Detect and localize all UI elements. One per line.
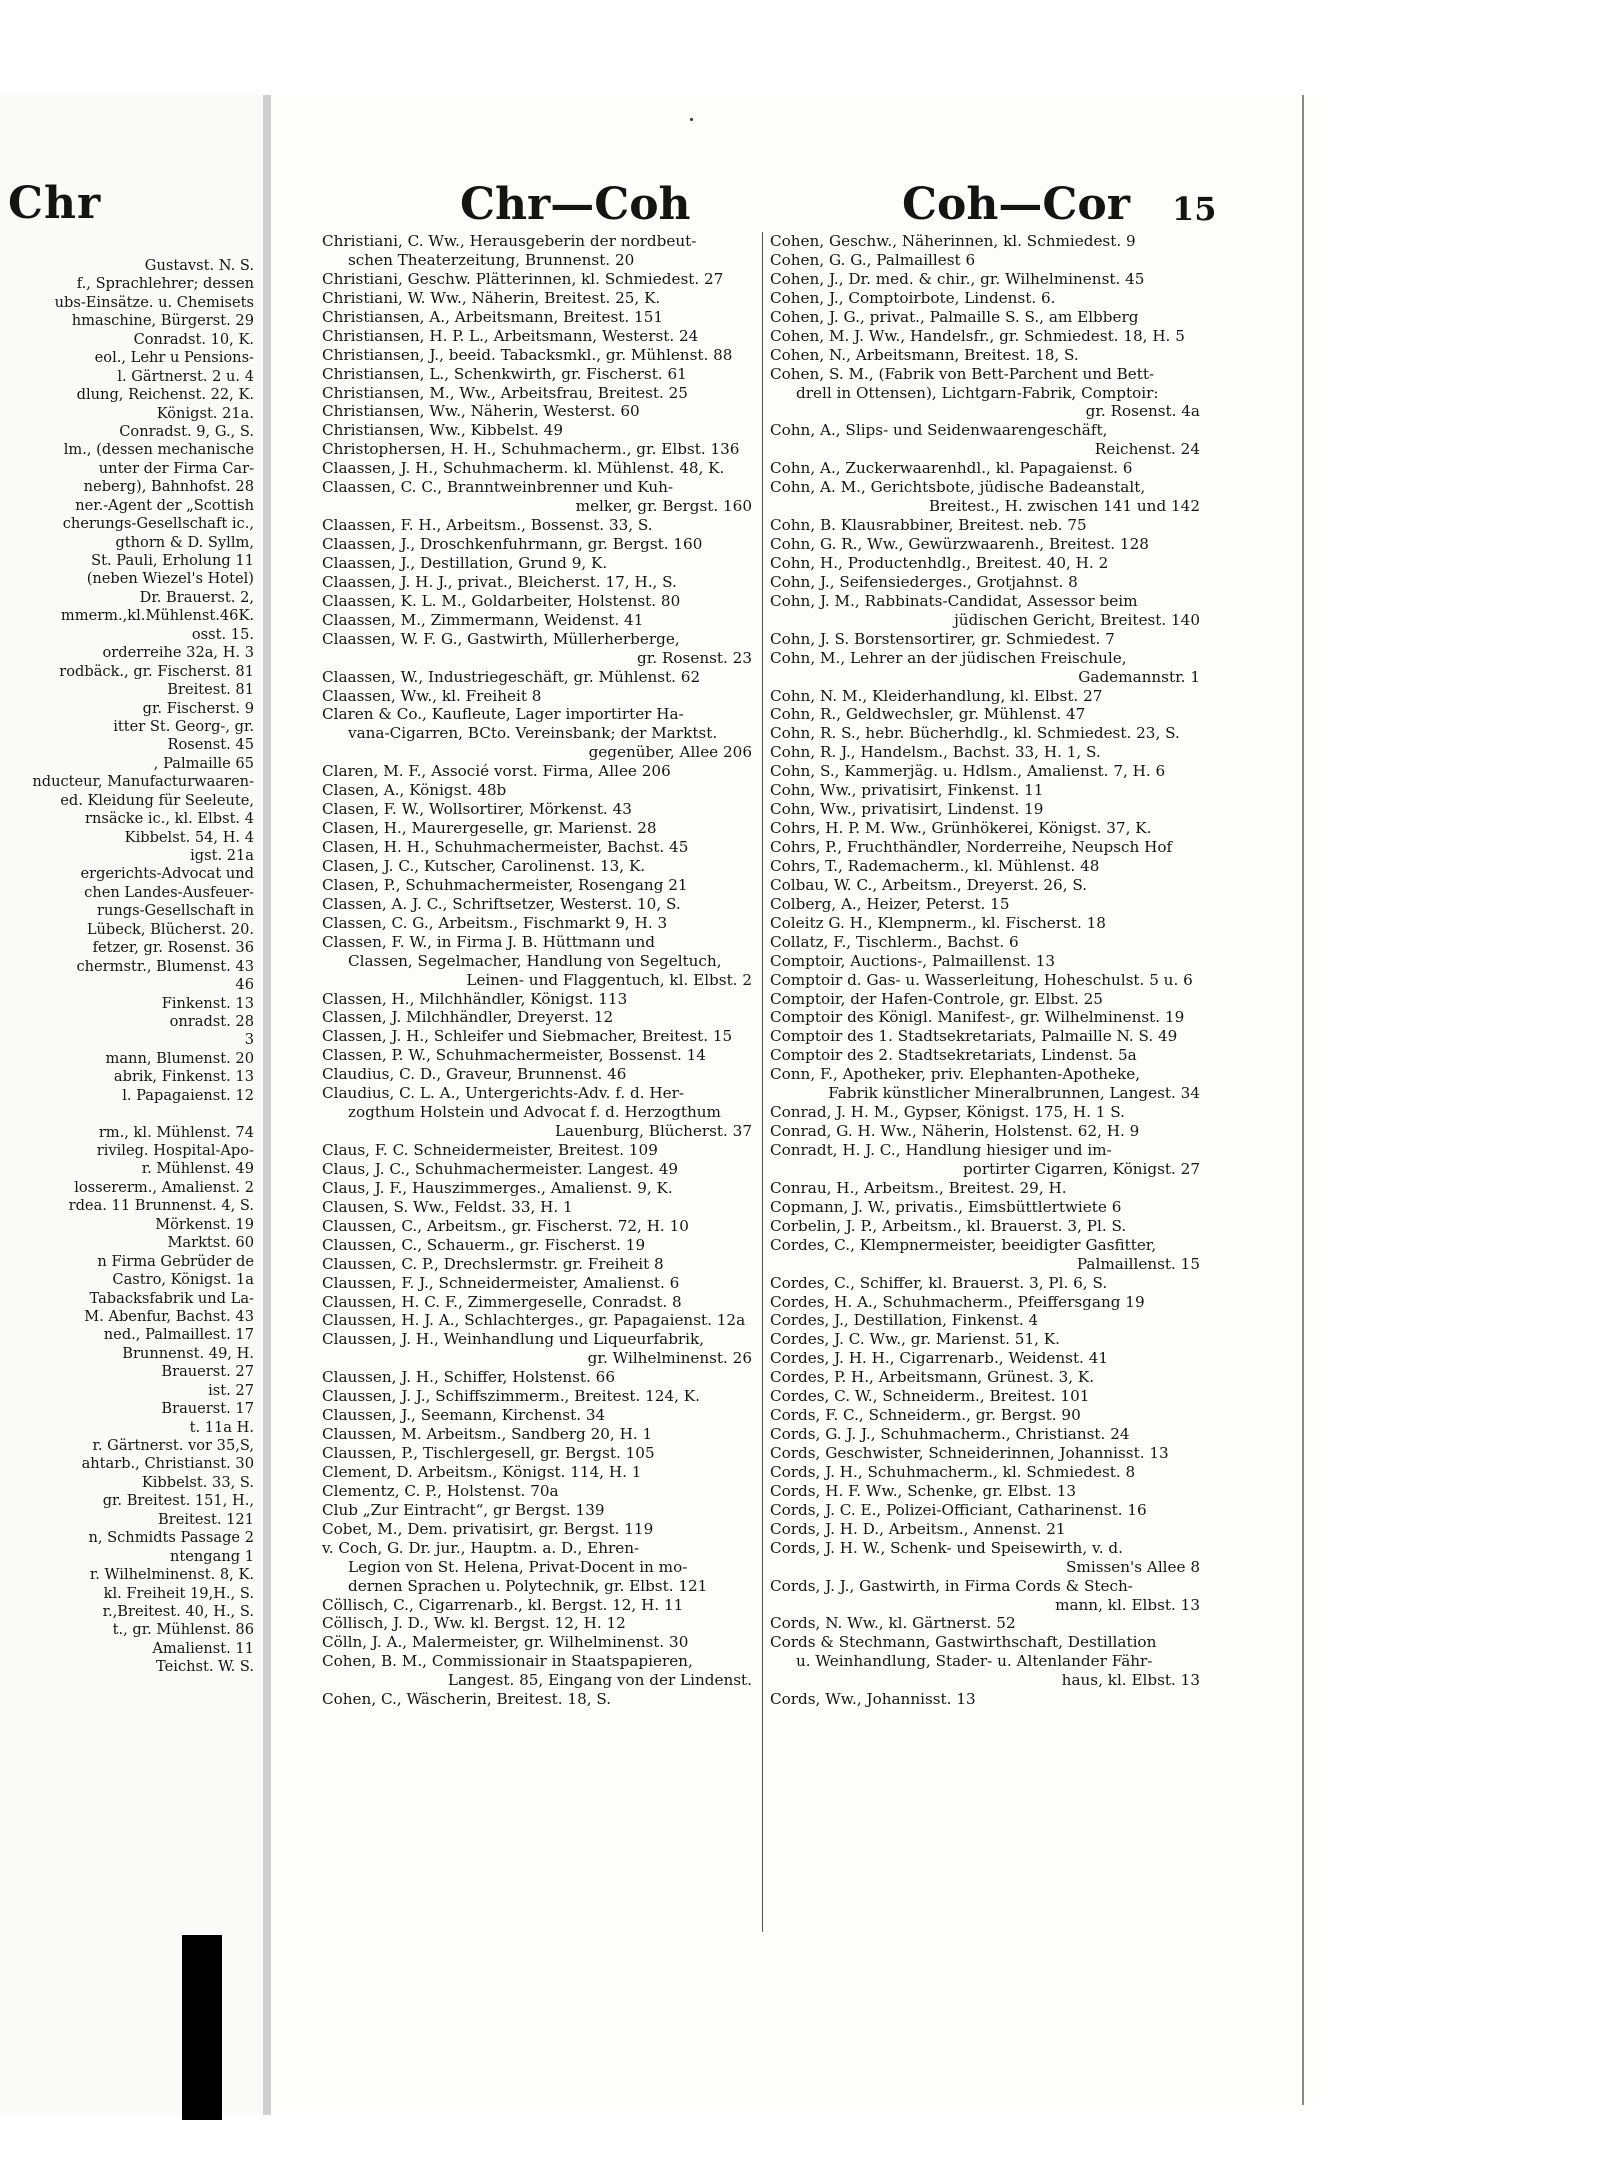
- directory-entry-line: Claudius, C. D., Graveur, Brunnenst. 46: [322, 1065, 627, 1084]
- directory-entry-line: Lauenburg, Blücherst. 37: [554, 1122, 752, 1141]
- directory-entry-line: Conn, F., Apotheker, priv. Elephanten-Apotheke,: [770, 1065, 1141, 1084]
- directory-entry-line: Christophersen, H. H., Schuhmacherm., gr. Elbst. 136: [322, 440, 740, 459]
- directory-entry-line: Cöllisch, J. D., Ww. kl. Bergst. 12, H. 12: [322, 1614, 626, 1633]
- directory-entry-line: Colberg, A., Heizer, Peterst. 15: [770, 894, 1010, 913]
- left-page-line: ner.-Agent der „Scottish: [75, 496, 254, 514]
- directory-entry-line: Christiansen, Ww., Näherin, Westerst. 60: [322, 402, 640, 421]
- directory-entry-line: Clement, D. Arbeitsm., Königst. 114, H. 1: [322, 1462, 642, 1481]
- directory-entry-line: Classen, P. W., Schuhmachermeister, Bossenst. 14: [322, 1046, 706, 1065]
- directory-entry-line: Clasen, P., Schuhmachermeister, Rosengang 21: [322, 875, 688, 894]
- directory-entry-line: Cords, J. J., Gastwirth, in Firma Cords & Stech-: [770, 1576, 1133, 1595]
- directory-entry-line: Claassen, C. C., Branntweinbrenner und Kuh-: [322, 478, 674, 497]
- directory-entry-line: Cohn, R., Geldwechsler, gr. Mühlenst. 47: [770, 705, 1086, 724]
- directory-entry-line: Cordes, J. H. H., Cigarrenarb., Weidenst. 41: [770, 1349, 1109, 1368]
- directory-entry-line: Cords, J. H., Schuhmacherm., kl. Schmiedest. 8: [770, 1462, 1136, 1481]
- left-page-line: Rosenst. 45: [167, 736, 254, 754]
- directory-entry-line: Claussen, H. C. F., Zimmergeselle, Conradst. 8: [322, 1292, 682, 1311]
- directory-entry-line: Legion von St. Helena, Privat-Docent in mo-: [348, 1557, 688, 1576]
- book-binding: [263, 95, 271, 2115]
- directory-entry-line: Cohn, R. S., hebr. Bücherhdlg., kl. Schmiedest. 23, S.: [770, 724, 1180, 743]
- left-page-line: Brauerst. 27: [161, 1363, 254, 1381]
- left-page-line: gthorn & D. Syllm,: [115, 533, 254, 551]
- left-page-line: gr. Fischerst. 9: [142, 699, 254, 717]
- directory-entry-line: Conrad, J. H. M., Gypser, Königst. 175, H. 1 S.: [770, 1103, 1125, 1122]
- directory-entry-line: Conrau, H., Arbeitsm., Breitest. 29, H.: [770, 1178, 1067, 1197]
- directory-entry-line: Smissen's Allee 8: [1066, 1557, 1200, 1576]
- directory-entry-line: Reichenst. 24: [1094, 440, 1200, 459]
- directory-entry-line: Claussen, J. H., Schiffer, Holstenst. 66: [322, 1368, 615, 1387]
- left-page-line: t. 11a H.: [189, 1418, 254, 1436]
- directory-entry-line: melker, gr. Bergst. 160: [575, 497, 752, 516]
- directory-entry-line: Cohrs, P., Fruchthändler, Norderreihe, Neupsch Hof: [770, 838, 1173, 856]
- directory-entry-line: Classen, F. W., in Firma J. B. Hüttmann und: [322, 932, 655, 951]
- directory-entry-line: Cords, J. H. W., Schenk- und Speisewirth, v. d.: [770, 1538, 1123, 1557]
- directory-entry-line: Cohen, B. M., Commissionair in Staatspapieren,: [322, 1652, 693, 1671]
- directory-entry-line: Christiani, Geschw. Plätterinnen, kl. Schmiedest. 27: [322, 269, 724, 288]
- directory-entry-line: portirter Cigarren, Königst. 27: [962, 1159, 1200, 1178]
- directory-entry-line: Cords, Ww., Johannisst. 13: [770, 1690, 976, 1709]
- left-page-header: Chr: [8, 178, 102, 229]
- directory-entry-line: Clasen, H. H., Schuhmachermeister, Bachst. 45: [322, 838, 689, 856]
- directory-entry-line: Christiani, C. Ww., Herausgeberin der nordbeut-: [322, 232, 697, 250]
- left-page-line: chen Landes-Ausfeuer-: [84, 883, 254, 901]
- directory-entry-line: Cohn, A. M., Gerichtsbote, jüdische Badeanstalt,: [770, 478, 1146, 497]
- left-page-line: osst. 15.: [191, 625, 254, 643]
- directory-entry-line: Comptoir des 1. Stadtsekretariats, Palmaille N. S. 49: [770, 1027, 1178, 1046]
- directory-entry-line: Cohn, S., Kammerjäg. u. Hdlsm., Amalienst. 7, H. 6: [770, 762, 1166, 781]
- directory-entry-line: Comptoir, der Hafen-Controle, gr. Elbst. 25: [770, 989, 1103, 1008]
- directory-entry-line: Cohen, J., Comptoirbote, Lindenst. 6.: [770, 288, 1056, 307]
- directory-entry-line: Classen, H., Milchhändler, Königst. 113: [322, 989, 628, 1008]
- header-right: Coh—Cor: [902, 179, 1130, 230]
- directory-entry-line: Cordes, J. C. Ww., gr. Marienst. 51, K.: [770, 1330, 1060, 1349]
- left-page-line: ntengang 1: [169, 1547, 254, 1565]
- directory-entry-line: Cordes, H. A., Schuhmacherm., Pfeiffersgang 19: [770, 1292, 1145, 1311]
- directory-entry-line: Cöllisch, C., Cigarrenarb., kl. Bergst. 12, H. 11: [322, 1595, 684, 1614]
- directory-entry-line: Clasen, A., Königst. 48b: [322, 781, 507, 800]
- directory-entry-line: Claussen, H. J. A., Schlachterges., gr. Papagaienst. 12a: [322, 1311, 746, 1330]
- directory-entry-line: Cords, N. Ww., kl. Gärtnerst. 52: [770, 1614, 1016, 1633]
- directory-entry-line: Gademannstr. 1: [1078, 667, 1200, 686]
- directory-entry-line: Cohen, J., Dr. med. & chir., gr. Wilhelminenst. 45: [770, 269, 1145, 288]
- directory-entry-line: Christiansen, L., Schenkwirth, gr. Fischerst. 61: [322, 364, 687, 383]
- directory-entry-line: Classen, A. J. C., Schriftsetzer, Westerst. 10, S.: [322, 894, 681, 913]
- directory-entry-line: Cohen, J. G., privat., Palmaille S. S., am Elbberg: [770, 307, 1139, 326]
- directory-entry-line: Cölln, J. A., Malermeister, gr. Wilhelminenst. 30: [322, 1633, 689, 1652]
- directory-entry-line: Claussen, J. J., Schiffszimmerm., Breitest. 124, K.: [322, 1387, 700, 1406]
- directory-entry-line: Comptoir des 2. Stadtsekretariats, Lindenst. 5a: [770, 1046, 1137, 1065]
- left-page-line: Castro, Königst. 1a: [112, 1271, 254, 1289]
- left-page-line: Conradst. 9, G., S.: [119, 422, 254, 440]
- directory-entry-line: Cordes, C., Schiffer, kl. Brauerst. 3, Pl. 6, S.: [770, 1273, 1108, 1292]
- left-page-lines: [0, 257, 262, 1677]
- directory-entry-line: Claussen, M. Arbeitsm., Sandberg 20, H. 1: [322, 1425, 653, 1444]
- directory-entry-line: Cohn, M., Lehrer an der jüdischen Freischule,: [770, 648, 1127, 667]
- page-number: 15: [1172, 190, 1217, 228]
- directory-entry-line: Clasen, F. W., Wollsortirer, Mörkenst. 43: [322, 800, 632, 819]
- directory-entry-line: Claren & Co., Kaufleute, Lager importirter Ha-: [322, 705, 684, 724]
- left-page-line: Tabacksfabrik und La-: [89, 1289, 254, 1307]
- directory-entry-line: Cohn, Ww., privatisirt, Finkenst. 11: [770, 781, 1044, 800]
- directory-entry-line: gr. Rosenst. 4a: [1085, 402, 1200, 421]
- directory-entry-line: Christiansen, M., Ww., Arbeitsfrau, Breitest. 25: [322, 383, 688, 402]
- directory-entry-line: Colbau, W. C., Arbeitsm., Dreyerst. 26, S.: [770, 875, 1088, 894]
- directory-entry-line: Comptoir d. Gas- u. Wasserleitung, Hoheschulst. 5 u. 6: [770, 970, 1193, 989]
- left-page-line: ist. 27: [208, 1381, 254, 1399]
- left-page-line: ahtarb., Christianst. 30: [81, 1455, 254, 1473]
- directory-entry-line: u. Weinhandlung, Stader- u. Altenlander Fähr-: [796, 1652, 1153, 1671]
- directory-entry-line: Corbelin, J. P., Arbeitsm., kl. Brauerst. 3, Pl. S.: [770, 1216, 1127, 1235]
- directory-entry-line: Cohn, J. S. Borstensortirer, gr. Schmiedest. 7: [770, 629, 1115, 648]
- directory-entry-line: Clasen, H., Maurergeselle, gr. Marienst. 28: [322, 819, 657, 838]
- directory-entry-line: Cohen, N., Arbeitsmann, Breitest. 18, S.: [770, 345, 1079, 364]
- directory-entry-line: Cordes, C. W., Schneiderm., Breitest. 101: [770, 1387, 1090, 1406]
- directory-entry-line: zogthum Holstein und Advocat f. d. Herzogthum: [348, 1103, 721, 1122]
- directory-entry-line: Cords & Stechmann, Gastwirthschaft, Destillation: [770, 1633, 1157, 1652]
- left-page-line: rivileg. Hospital-Apo-: [96, 1142, 254, 1159]
- left-page-line: n, Schmidts Passage 2: [88, 1529, 254, 1547]
- directory-entry-line: Cordes, J., Destillation, Finkenst. 4: [770, 1311, 1039, 1330]
- directory-entry-line: Club „Zur Eintracht“, gr Bergst. 139: [322, 1500, 605, 1519]
- left-page-line: ed. Kleidung für Seeleute,: [60, 791, 254, 809]
- directory-entry-line: Claassen, J. H. J., privat., Bleicherst. 17, H., S.: [322, 572, 677, 591]
- left-page-line: abrik, Finkenst. 13: [113, 1068, 254, 1086]
- directory-entry-line: Claussen, J. H., Weinhandlung und Liqueurfabrik,: [322, 1330, 705, 1349]
- directory-entry-line: gr. Rosenst. 23: [637, 648, 752, 667]
- left-page-line: neberg), Bahnhofst. 28: [83, 478, 254, 496]
- directory-entry-line: jüdischen Gericht, Breitest. 140: [954, 610, 1200, 629]
- directory-entry-line: Classen, J. Milchhändler, Dreyerst. 12: [322, 1008, 614, 1027]
- left-page-line: lossererm., Amalienst. 2: [74, 1178, 254, 1196]
- left-page-line: Brauerst. 17: [161, 1400, 254, 1418]
- directory-entry-line: Cobet, M., Dem. privatisirt, gr. Bergst. 119: [322, 1519, 654, 1538]
- left-page-line: Gustavst. N. S.: [144, 257, 254, 274]
- directory-entry-line: Cohn, A., Slips- und Seidenwaarengeschäft,: [770, 421, 1108, 440]
- left-page-line: M. Abenfur, Bachst. 43: [84, 1307, 254, 1325]
- left-page-line: Kibbelst. 33, S.: [141, 1473, 254, 1491]
- directory-entry-line: Cohen, M. J. Ww., Handelsfr., gr. Schmiedest. 18, H. 5: [770, 326, 1185, 345]
- directory-entry-line: haus, kl. Elbst. 13: [1061, 1671, 1200, 1690]
- left-page-line: kl. Freiheit 19,H., S.: [103, 1584, 254, 1602]
- directory-entry-line: Palmaillenst. 15: [1076, 1254, 1200, 1273]
- directory-entry-line: Cohn, G. R., Ww., Gewürzwaarenh., Breitest. 128: [770, 535, 1149, 553]
- directory-entry-line: Classen, Segelmacher, Handlung von Segeltuch,: [348, 951, 722, 970]
- left-page-line: n Firma Gebrüder de: [97, 1252, 254, 1270]
- directory-entry-line: gegenüber, Allee 206: [588, 743, 752, 762]
- left-page-line: Kibbelst. 54, H. 4: [124, 828, 254, 846]
- directory-entry-line: v. Coch, G. Dr. jur., Hauptm. a. D., Ehren-: [322, 1538, 640, 1557]
- left-page-line: Teichst. W. S.: [156, 1658, 254, 1676]
- left-page-line: r. Mühlenst. 49: [141, 1160, 254, 1178]
- directory-entry-line: Leinen- und Flaggentuch, kl. Elbst. 2: [466, 970, 752, 989]
- directory-entry-line: Cohen, G. G., Palmaillest 6: [770, 250, 976, 269]
- directory-entry-line: Cohen, S. M., (Fabrik von Bett-Parchent und Bett-: [770, 364, 1155, 383]
- directory-entry-line: Comptoir, Auctions-, Palmaillenst. 13: [770, 951, 1056, 970]
- print-speck: [690, 118, 693, 121]
- directory-entry-line: Claussen, P., Tischlergesell, gr. Bergst. 105: [322, 1444, 655, 1462]
- directory-entry-line: Claus, F. C. Schneidermeister, Breitest. 109: [322, 1141, 658, 1159]
- left-page-line: St. Pauli, Erholung 11: [91, 552, 254, 569]
- directory-entry-line: Claus, J. F., Hauszimmerges., Amalienst. 9, K.: [322, 1178, 673, 1197]
- directory-entry-line: mann, kl. Elbst. 13: [1055, 1595, 1200, 1614]
- directory-entry-line: Cohn, R. J., Handelsm., Bachst. 33, H. 1, S.: [770, 743, 1101, 762]
- left-page-line: t., gr. Mühlenst. 86: [112, 1621, 254, 1639]
- left-page-line: [0, 1105, 262, 1123]
- header-left: Chr—Coh: [460, 179, 691, 230]
- left-page-line: Brunnenst. 49, H.: [122, 1344, 254, 1362]
- left-page-line: unter der Firma Car-: [98, 459, 254, 477]
- directory-entry-line: Claassen, M., Zimmermann, Weidenst. 41: [322, 610, 644, 629]
- left-page-line: Breitest. 121: [158, 1510, 254, 1528]
- left-page-line: gr. Breitest. 151, H.,: [102, 1492, 254, 1510]
- left-page-line: 3: [244, 1031, 254, 1049]
- directory-entry-line: Cohn, Ww., privatisirt, Lindenst. 19: [770, 800, 1044, 819]
- directory-entry-line: Christiansen, H. P. L., Arbeitsmann, Westerst. 24: [322, 326, 699, 345]
- directory-entry-line: Cohrs, T., Rademacherm., kl. Mühlenst. 48: [770, 856, 1100, 875]
- directory-entry-line: Claassen, J., Droschkenfuhrmann, gr. Bergst. 160: [322, 535, 703, 553]
- left-page-line: f., Sprachlehrer; dessen: [76, 275, 254, 293]
- directory-entry-line: Fabrik künstlicher Mineralbrunnen, Langest. 34: [828, 1084, 1200, 1103]
- directory-entry-line: dernen Sprachen u. Polytechnik, gr. Elbst. 121: [348, 1576, 708, 1595]
- left-page-line: l. Papagaienst. 12: [122, 1086, 254, 1104]
- left-page-line: nducteur, Manufacturwaaren-: [32, 773, 254, 791]
- left-page-line: Breitest. 81: [167, 681, 254, 699]
- directory-entry-line: Classen, C. G., Arbeitsm., Fischmarkt 9, H. 3: [322, 913, 668, 932]
- directory-entry-line: Classen, J. H., Schleifer und Siebmacher, Breitest. 15: [322, 1027, 733, 1046]
- left-page-line: fetzer, gr. Rosenst. 36: [92, 939, 254, 957]
- left-page-line: Conradst. 10, K.: [133, 330, 254, 348]
- left-page-line: rnsäcke ic., kl. Elbst. 4: [85, 810, 254, 828]
- directory-entry-line: Copmann, J. W., privatis., Eimsbüttlertwiete 6: [770, 1197, 1122, 1216]
- directory-entry-line: Cohrs, H. P. M. Ww., Grünhökerei, Königst. 37, K.: [770, 819, 1152, 838]
- left-page-line: eol., Lehr u Pensions-: [94, 349, 254, 367]
- directory-entry-line: Christiansen, Ww., Kibbelst. 49: [322, 421, 563, 440]
- left-page-line: Finkenst. 13: [161, 994, 254, 1012]
- directory-entry-line: Clementz, C. P., Holstenst. 70a: [322, 1481, 559, 1500]
- directory-entry-line: Cords, H. F. Ww., Schenke, gr. Elbst. 13: [770, 1481, 1077, 1500]
- directory-entry-line: Claussen, C., Schauerm., gr. Fischerst. 19: [322, 1235, 646, 1254]
- directory-entry-line: Christiansen, J., beeid. Tabacksmkl., gr. Mühlenst. 88: [322, 345, 733, 364]
- page-edge: [1302, 95, 1304, 2105]
- left-page-line: l. Gärtnerst. 2 u. 4: [117, 367, 254, 385]
- directory-entry-line: Cordes, P. H., Arbeitsmann, Grünest. 3, K.: [770, 1368, 1095, 1387]
- column-rule: [762, 232, 763, 1932]
- directory-entry-line: Cohn, J. M., Rabbinats-Candidat, Assessor beim: [770, 591, 1138, 610]
- directory-entry-line: Cords, G. J. J., Schuhmacherm., Christianst. 24: [770, 1425, 1130, 1444]
- directory-entry-line: Clausen, S. Ww., Feldst. 33, H. 1: [322, 1197, 573, 1216]
- directory-entry-line: schen Theaterzeitung, Brunnenst. 20: [348, 250, 635, 269]
- left-page-line: rm., kl. Mühlenst. 74: [98, 1123, 254, 1141]
- left-page-line: Marktst. 60: [167, 1234, 254, 1252]
- directory-entry-line: Clasen, J. C., Kutscher, Carolinenst. 13, K.: [322, 856, 646, 875]
- directory-entry-line: Claassen, F. H., Arbeitsm., Bossenst. 33, S.: [322, 516, 653, 535]
- directory-entry-line: Claussen, F. J., Schneidermeister, Amalienst. 6: [322, 1273, 680, 1292]
- left-page-line: ned., Palmaillest. 17: [103, 1326, 254, 1344]
- directory-entry-line: Claassen, J., Destillation, Grund 9, K.: [322, 553, 608, 572]
- directory-entry-line: Claussen, C. P., Drechslermstr. gr. Freiheit 8: [322, 1254, 664, 1273]
- left-page-line: lm., (dessen mechanische: [63, 441, 254, 459]
- directory-entry-line: Cohn, B. Klausrabbiner, Breitest. neb. 75: [770, 516, 1087, 535]
- directory-entry-line: Christiansen, A., Arbeitsmann, Breitest. 151: [322, 307, 664, 326]
- left-page-line: mmerm.,kl.Mühlenst.46K.: [60, 607, 254, 625]
- directory-entry-line: Claussen, J., Seemann, Kirchenst. 34: [322, 1406, 606, 1425]
- left-page-line: onradst. 28: [169, 1012, 254, 1030]
- directory-entry-line: Conradt, H. J. C., Handlung hiesiger und im-: [770, 1141, 1112, 1159]
- directory-entry-line: Cohn, N. M., Kleiderhandlung, kl. Elbst. 27: [770, 686, 1103, 705]
- left-page-line: itter St. Georg-, gr.: [113, 717, 254, 735]
- directory-entry-line: Cords, Geschwister, Schneiderinnen, Johannisst. 13: [770, 1444, 1169, 1462]
- directory-entry-line: drell in Ottensen), Lichtgarn-Fabrik, Comptoir:: [796, 383, 1159, 402]
- directory-entry-line: Cohn, A., Zuckerwaarenhdl., kl. Papagaienst. 6: [770, 459, 1133, 478]
- directory-column-1: [322, 232, 752, 1709]
- left-page-line: dlung, Reichenst. 22, K.: [76, 386, 254, 404]
- left-page-line: Königst. 21a.: [156, 404, 254, 422]
- directory-entry-line: Claassen, W., Industriegeschäft, gr. Mühlenst. 62: [322, 667, 701, 686]
- left-page-line: igst. 21a: [190, 847, 254, 864]
- left-page-fragment: [0, 95, 262, 2115]
- left-page-line: Lübeck, Blücherst. 20.: [86, 920, 254, 938]
- left-page-line: r.,Breitest. 40, H., S.: [102, 1602, 254, 1620]
- left-page-line: , Palmaille 65: [153, 754, 254, 772]
- directory-entry-line: Cords, J. H. D., Arbeitsm., Annenst. 21: [770, 1519, 1066, 1538]
- directory-entry-line: Cohen, Geschw., Näherinnen, kl. Schmiedest. 9: [770, 232, 1136, 250]
- directory-entry-line: Claren, M. F., Associé vorst. Firma, Allee 206: [322, 762, 671, 781]
- directory-entry-line: Breitest., H. zwischen 141 und 142: [928, 497, 1200, 516]
- left-page-line: orderreihe 32a, H. 3: [102, 644, 254, 662]
- directory-entry-line: Claus, J. C., Schuhmachermeister. Langest. 49: [322, 1159, 679, 1178]
- directory-entry-line: vana-Cigarren, BCto. Vereinsbank; der Marktst.: [348, 724, 718, 743]
- left-page-line: (neben Wiezel's Hotel): [86, 570, 254, 588]
- gutter-shadow: [182, 1935, 222, 2120]
- left-page-line: rodbäck., gr. Fischerst. 81: [59, 662, 254, 680]
- directory-entry-line: Claassen, K. L. M., Goldarbeiter, Holstenst. 80: [322, 591, 681, 610]
- left-page-line: r. Gärtnerst. vor 35,S,: [92, 1437, 254, 1454]
- directory-entry-line: Cohen, C., Wäscherin, Breitest. 18, S.: [322, 1690, 612, 1709]
- left-page-line: rdea. 11 Brunnenst. 4, S.: [68, 1197, 254, 1215]
- left-page-line: mann, Blumenst. 20: [105, 1049, 254, 1067]
- directory-entry-line: Collatz, F., Tischlerm., Bachst. 6: [770, 932, 1019, 951]
- left-page-line: ubs-Einsätze. u. Chemisets: [54, 293, 254, 311]
- left-page-line: ergerichts-Advocat und: [80, 865, 254, 883]
- directory-entry-line: gr. Wilhelminenst. 26: [587, 1349, 752, 1368]
- left-page-line: hmaschine, Bürgerst. 29: [71, 312, 254, 330]
- left-page-line: 46: [235, 976, 254, 994]
- directory-entry-line: Comptoir des Königl. Manifest-, gr. Wilhelminenst. 19: [770, 1008, 1185, 1027]
- left-page-line: cherungs-Gesellschaft ic.,: [62, 515, 254, 533]
- directory-column-2: [770, 232, 1200, 1709]
- directory-entry-line: Cohn, H., Productenhdlg., Breitest. 40, H. 2: [770, 553, 1109, 572]
- directory-entry-line: Claassen, W. F. G., Gastwirth, Müllerherberge,: [322, 629, 680, 648]
- directory-entry-line: Claassen, J. H., Schuhmacherm. kl. Mühlenst. 48, K.: [322, 459, 725, 478]
- directory-entry-line: Cords, J. C. E., Polizei-Officiant, Catharinenst. 16: [770, 1500, 1147, 1519]
- directory-entry-line: Claassen, Ww., kl. Freiheit 8: [322, 686, 542, 705]
- directory-entry-line: Coleitz G. H., Klempnerm., kl. Fischerst. 18: [770, 913, 1106, 932]
- left-page-line: rungs-Gesellschaft in: [96, 902, 254, 920]
- left-page-line: r. Wilhelminenst. 8, K.: [89, 1566, 254, 1584]
- left-page-line: Dr. Brauerst. 2,: [139, 588, 254, 606]
- directory-entry-line: Claudius, C. L. A., Untergerichts-Adv. f. d. Her-: [322, 1084, 684, 1103]
- left-page-line: Amalienst. 11: [152, 1639, 254, 1657]
- directory-entry-line: Langest. 85, Eingang von der Lindenst.: [447, 1671, 752, 1690]
- directory-entry-line: Cordes, C., Klempnermeister, beeidigter Gasfitter,: [770, 1235, 1157, 1254]
- directory-entry-line: Cohn, J., Seifensiederges., Grotjahnst. 8: [770, 572, 1078, 591]
- left-page-line: Mörkenst. 19: [155, 1215, 254, 1233]
- directory-entry-line: Cords, F. C., Schneiderm., gr. Bergst. 90: [770, 1406, 1081, 1425]
- directory-entry-line: Christiani, W. Ww., Näherin, Breitest. 25, K.: [322, 288, 661, 307]
- directory-entry-line: Claussen, C., Arbeitsm., gr. Fischerst. 72, H. 10: [322, 1216, 689, 1235]
- left-page-line: chermstr., Blumenst. 43: [76, 957, 254, 975]
- directory-entry-line: Conrad, G. H. Ww., Näherin, Holstenst. 62, H. 9: [770, 1122, 1140, 1141]
